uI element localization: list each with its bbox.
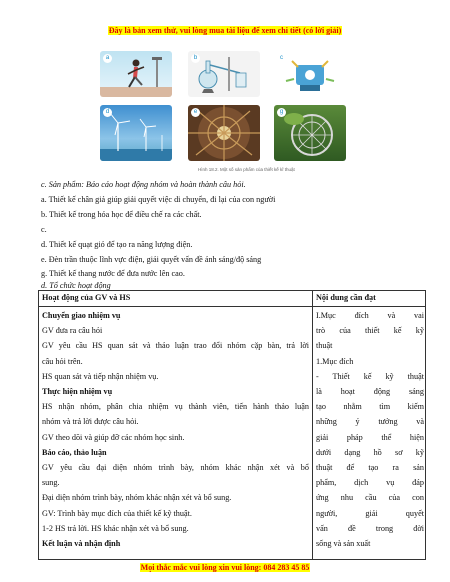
- content-line: trò của thiết kế kỹ: [316, 326, 424, 336]
- answer-line-a: a. Thiết kế chân giả giúp giải quyết việc di chuyển, đi lại của con người: [41, 195, 276, 204]
- panel-tag-c: c: [277, 54, 286, 63]
- preview-notice-text: Đây là bản xem thử, vui lòng mua tài liệu để xem chi tiết (có lời giải): [108, 26, 342, 35]
- figure-caption: Hình 18.2. Một số sản phẩm của thiết kế kĩ thuật: [198, 167, 295, 172]
- photo-panel-g: [274, 105, 346, 161]
- content-line: người, giải quyết: [316, 508, 424, 518]
- activity-line: sung.: [42, 478, 60, 488]
- activity-line: câu hỏi trên.: [42, 356, 83, 366]
- step-heading-assign: Chuyển giao nhiệm vụ: [42, 311, 121, 320]
- content-line: vấn đề trong đời: [316, 523, 424, 533]
- activity-line: GV yêu cầu đại diện nhóm trình bày, nhóm khác nhận xét và bổ: [42, 463, 309, 473]
- activity-line: nhóm và trả lời được câu hỏi.: [42, 417, 139, 427]
- content-line: - Thiết kế kỹ thuật: [316, 371, 424, 381]
- preview-notice-banner: [0, 26, 450, 35]
- step-heading-perform: Thực hiện nhiệm vụ: [42, 387, 113, 397]
- content-line: I.Mục đích và vai: [316, 311, 424, 320]
- panel-tag-d: d: [103, 108, 112, 117]
- photo-panel-e: [188, 105, 260, 161]
- activity-table: [38, 290, 426, 560]
- activity-line: GV đưa ra câu hỏi: [42, 326, 103, 336]
- panel-tag-b: b: [191, 54, 200, 63]
- contact-text: Mọi thắc mắc vui lòng xin vui lòng: 084 283 45 85: [140, 563, 310, 572]
- content-line: dưới dạng hồ sơ kỹ: [316, 447, 424, 457]
- answer-line-e: e. Đèn trần thuộc lĩnh vực điện, giải quyết vấn đề ánh sáng/độ sáng: [41, 255, 262, 264]
- answer-line-c: c.: [41, 225, 47, 234]
- organize-activity-heading: d. Tổ chức hoạt động: [41, 281, 111, 290]
- activity-line: GV theo dõi và giúp đỡ các nhóm học sinh.: [42, 432, 185, 442]
- step-heading-report: Báo cáo, thảo luận: [42, 447, 107, 457]
- activity-line: GV: Trình bày mục đích của thiết kế kỹ thuật.: [42, 508, 192, 518]
- table-header-activities: Hoạt động của GV và HS: [42, 293, 131, 302]
- technical-design-figure: [100, 51, 346, 179]
- content-line: tạo nhằm tìm kiếm: [316, 402, 424, 412]
- photo-panel-c: [274, 51, 346, 97]
- content-line: thuật để tạo ra sản: [316, 463, 424, 473]
- table-column-divider: [312, 291, 313, 559]
- product-heading-line: c. Sản phẩm: Báo cáo hoạt động nhóm và hoàn thành câu hỏi.: [41, 180, 246, 189]
- panel-tag-g: g: [277, 108, 286, 117]
- answer-line-g: g. Thiết kế thang nước để đưa nước lên cao.: [41, 269, 185, 278]
- activity-line: GV yêu cầu HS quan sát và thảo luận trao đổi nhóm cặp bàn, trả lời: [42, 341, 309, 351]
- photo-panel-d: [100, 105, 172, 161]
- content-column: [316, 308, 424, 551]
- content-line: là hoạt động sáng: [316, 387, 424, 397]
- panel-tag-e: e: [191, 108, 200, 117]
- content-line: 1.Mục đích: [316, 356, 354, 366]
- content-line: thuật: [316, 341, 333, 351]
- panel-tag-a: a: [103, 54, 112, 63]
- answer-line-d: d. Thiết kế quạt gió để tạo ra năng lượng điện.: [41, 240, 193, 249]
- content-line: giải pháp thể hiện: [316, 432, 424, 442]
- activities-column: [42, 308, 309, 551]
- table-header-content: Nội dung cần đạt: [316, 293, 376, 302]
- content-line: sống và sản xuất: [316, 539, 371, 549]
- content-line: ứng nhu cầu của con: [316, 493, 424, 503]
- contact-banner: [0, 563, 450, 572]
- content-line: những ý tưởng và: [316, 417, 424, 427]
- table-header-divider: [39, 306, 425, 307]
- activity-line: HS nhận nhóm, phân chia nhiệm vụ thành viên, tiến hành thảo luận: [42, 402, 309, 412]
- activity-line: 1-2 HS trả lời. HS khác nhận xét và bổ sung.: [42, 523, 189, 533]
- content-line: phẩm, dịch vụ đáp: [316, 478, 424, 488]
- photo-panel-b: [188, 51, 260, 97]
- photo-panel-a: [100, 51, 172, 97]
- activity-line: HS quan sát và tiếp nhận nhiệm vụ.: [42, 371, 159, 381]
- step-heading-conclude: Kết luận và nhận định: [42, 539, 121, 549]
- activity-line: Đại diện nhóm trình bày, nhóm khác nhận xét và bổ sung.: [42, 493, 232, 503]
- answer-line-b: b. Thiết kế trong hóa học để điều chế ra các chất.: [41, 210, 202, 219]
